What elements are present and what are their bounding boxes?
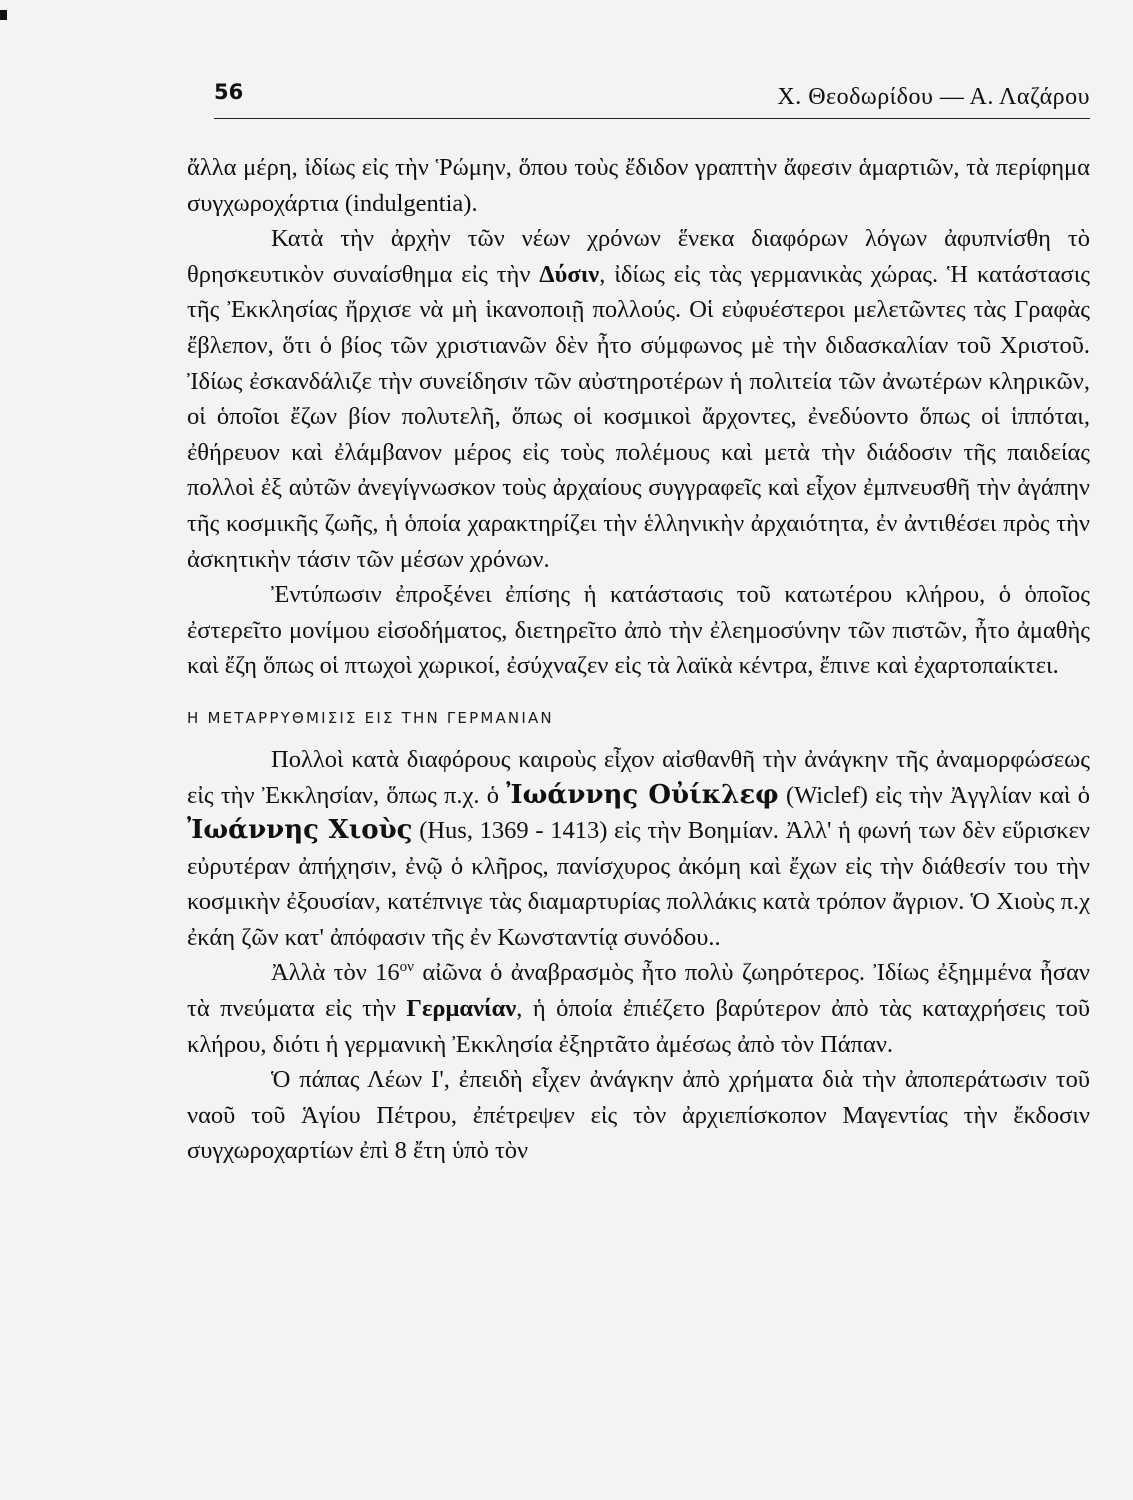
paragraph-5-text-d: , ἡ ὁποία ἐπιέζετο βαρύτερον ἀπὸ τὰς καταχρήσεις τοῦ κλήρου, διότι ἡ γερμανικὴ Ἐκκλησία ἐξηρτᾶτο ἀμέσως ἀπὸ τὸν Πάπαν.: [187, 995, 1090, 1058]
running-title: Χ. Θεοδωρίδου — Α. Λαζάρου: [777, 84, 1090, 110]
paragraph-2: [187, 221, 1090, 577]
name-hus: Ἰωάννης Χιοὺς: [187, 815, 413, 846]
paragraph-4-text-a: Πολλοὶ κατὰ διαφόρους καιροὺς εἶχον αἰσθανθῆ τὴν ἀνάγκην τῆς ἀναμορφώσεως εἰς τὴν Ἐκκλησίαν, ὅπως π.χ. ὁ: [187, 745, 1090, 809]
paragraph-6: Ὁ πάπας Λέων Ι', ἐπειδὴ εἶχεν ἀνάγκην ἀπὸ χρήματα διὰ τὴν ἀποπεράτωσιν τοῦ ναοῦ τοῦ Ἁγίου Πέτρου, ἐπέτρεψεν εἰς τὸν ἀρχιεπίσκοπον Μαγεντίας τὴν ἔκδοσιν συγχωροχαρτίων ἐπὶ 8 ἔτη ὑπὸ τὸν: [187, 1066, 1090, 1165]
paragraph-1: ἄλλα μέρη, ἰδίως εἰς τὴν Ῥώμην, ὅπου τοὺς ἔδιδον γραπτὴν ἄφεσιν ἁμαρτιῶν, τὰ περίφημα συγχωροχάρτια (indulgentia).: [187, 154, 1090, 217]
paragraph-5-emphasis: Γερμανίαν: [406, 995, 517, 1023]
paragraph-4: [187, 742, 1090, 956]
paragraph-4-text-b: (Wiclef) εἰς τὴν Ἀγγλίαν καὶ ὁ: [778, 781, 1090, 809]
page-header: [214, 76, 1090, 119]
section-heading: Η ΜΕΤΑΡΡΥΘΜΙΣΙΣ ΕΙΣ ΤΗΝ ΓΕΡΜΑΝΙΑΝ: [187, 708, 554, 727]
page-body: [187, 150, 1090, 1169]
paragraph-2-text-c: , ἰδίως εἰς τὰς γερμανικὰς χώρας. Ἡ κατάστασις τῆς Ἐκκλησίας ἤρχισε νὰ μὴ ἱκανοποιῇ πολλούς. Οἱ εὐφυέστεροι μελετῶντες τὰς Γραφὰς ἔβλεπον, ὅτι ὁ βίος τῶν χριστιανῶν δὲν ἦτο σύμφωνος μὲ τὴν διδασκαλίαν τοῦ Χριστοῦ. Ἰδίως ἐσκανδάλιζε τὴν συνείδησιν τῶν αὐστηροτέρων ἡ πολιτεία τῶν ἀνωτέρων κληρικῶν, οἱ ὁποῖοι ἔζων βίον πολυτελῆ, ὅπως οἱ κοσμικοὶ ἄρχοντες, ἐνεδύοντο ὅπως οἱ ἱππόται, ἐθήρευον καὶ ἐλάμβανον μέρος εἰς τοὺς πολέμους καὶ μετὰ τὴν διάδοσιν τῆς παιδείας πολλοὶ ἐξ αὐτῶν ἀνεγίγνωσκον τοὺς ἀρχαίους συγγραφεῖς καὶ εἶχον ἐμπνευσθῆ τὴν ἀγάπην τῆς κοσμικῆς ζωῆς, ἡ ὁποία χαρακτηρίζει τὴν ἑλληνικὴν ἀρχαιότητα, ἐν ἀντιθέσει πρὸς τὴν ἀσκητικὴν τάσιν τῶν μέσων χρόνων.: [187, 260, 1090, 573]
page-number: 56: [214, 80, 244, 104]
scan-edge-mark: [0, 10, 7, 20]
paragraph-5-text-b: αἰῶνα ὁ ἀναβρασμὸς ἦτο πολὺ ζωηρότερος. Ἰδίως ἐξημμένα ἦσαν τὰ πνεύματα εἰς τὴν: [187, 959, 1090, 1023]
paragraph-2-text-a: Κατὰ τὴν ἀρχὴν τῶν νέων χρόνων ἕνεκα διαφόρων λόγων ἀφυπνίσθη τὸ θρησκευτικὸν συναίσθημα εἰς τὴν: [187, 225, 1090, 288]
paragraph-3: Ἐντύπωσιν ἐπροξένει ἐπίσης ἡ κατάστασις τοῦ κατωτέρου κλήρου, ὁ ὁποῖος ἐστερεῖτο μονίμου εἰσοδήματος, διετηρεῖτο ἀπὸ τὴν ἐλεημοσύνην τῶν πιστῶν, ἦτο ἀμαθὴς καὶ ἔζη ὅπως οἱ πτωχοὶ χωρικοί, ἐσύχναζεν εἰς τὰ λαϊκὰ κέντρα, ἔπινε καὶ ἐχαρτοπαίκτει.: [187, 581, 1090, 680]
paragraph-2-emphasis: Δύσιν: [539, 260, 600, 288]
name-wiclef: Ἰωάννης Οὐίκλεφ: [506, 779, 779, 810]
paragraph-4-text-c: (Hus, 1369 - 1413) εἰς τὴν Βοημίαν. Ἀλλ' ἡ φωνή των δὲν εὕρισκεν εὐρυτέραν ἀπήχησιν, ἐνῷ ὁ κλῆρος, πανίσχυρος ἀκόμη καὶ ἔχων εἰς τὴν διάθεσίν του τὴν κοσμικὴν ἐξουσίαν, κατέπνιγε τὰς διαμαρτυρίας πολλάκις κατὰ τρόπον ἄγριον. Ὁ Χιοὺς π.χ ἐκάη ζῶν κατ' ἀπόφασιν τῆς ἐν Κωνσταντίᾳ συνόδου..: [187, 817, 1090, 951]
ordinal-superscript: ον: [399, 959, 414, 976]
paragraph-5: [187, 955, 1090, 1062]
paragraph-5-text-a: Ἀλλὰ τὸν 16: [271, 959, 400, 987]
